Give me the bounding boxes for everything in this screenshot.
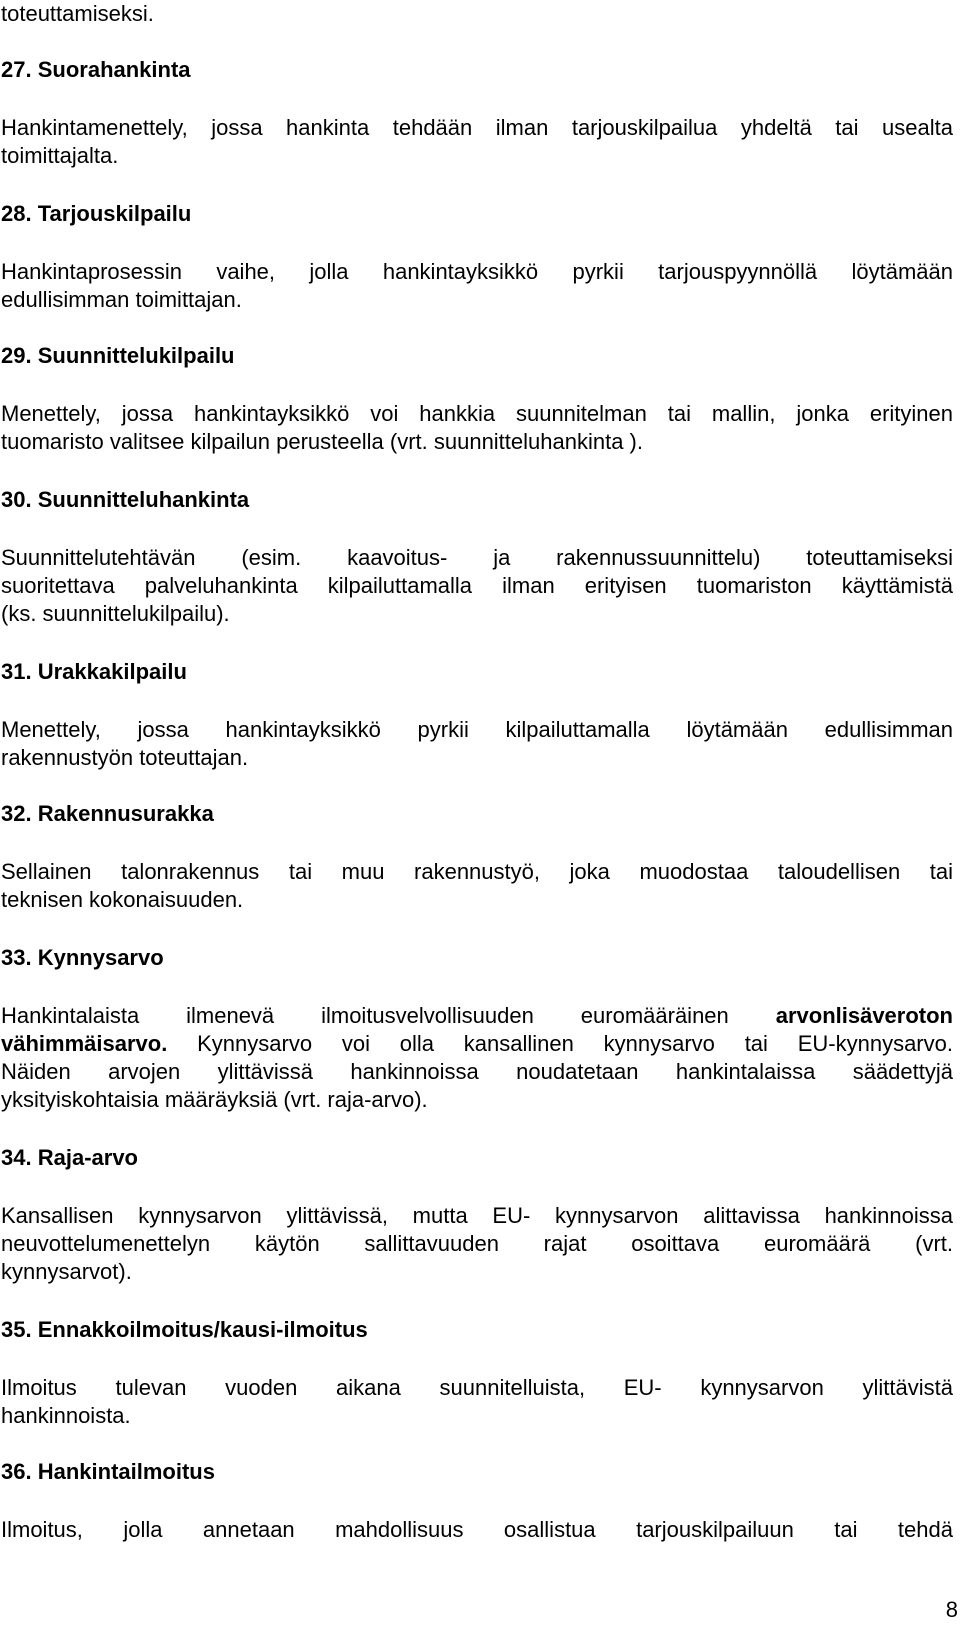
heading-number: 33. xyxy=(1,945,32,970)
body-line: Hankintamenettely, jossa hankinta tehdään ilman tarjouskilpailua yhdeltä tai usealta xyxy=(1,115,953,140)
heading-32 xyxy=(1,800,214,828)
body-line: Sellainen talonrakennus tai muu rakennustyö, joka muodostaa taloudellisen tai xyxy=(1,859,953,884)
heading-31 xyxy=(1,658,187,686)
heading-title: Kynnysarvo xyxy=(37,945,164,970)
heading-28 xyxy=(1,200,191,228)
heading-number: 35. xyxy=(1,1317,32,1342)
heading-title: Tarjouskilpailu xyxy=(37,201,192,226)
body-line: suoritettava palveluhankinta kilpailuttamalla ilman erityisen tuomariston käyttämistä xyxy=(1,573,953,598)
heading-number: 34. xyxy=(1,1145,32,1170)
heading-27 xyxy=(1,56,191,84)
heading-number: 31. xyxy=(1,659,32,684)
body-line: (ks. suunnittelukilpailu). xyxy=(1,601,230,626)
heading-title: Raja-arvo xyxy=(37,1145,138,1170)
heading-35 xyxy=(1,1316,368,1344)
body-text: Hankintalaista ilmenevä ilmoitusvelvollisuuden euromääräinen xyxy=(1,1003,729,1028)
heading-title: Hankintailmoitus xyxy=(37,1459,215,1484)
heading-30 xyxy=(1,486,249,514)
heading-number: 27. xyxy=(1,57,32,82)
heading-number: 36. xyxy=(1,1459,32,1484)
body-line: Näiden arvojen ylittävissä hankinnoissa noudatetaan hankintalaissa säädettyjä xyxy=(1,1059,953,1084)
heading-title: Suorahankinta xyxy=(37,57,191,82)
body-line: rakennustyön toteuttajan. xyxy=(1,745,249,770)
heading-title: Urakkakilpailu xyxy=(37,659,187,684)
body-line: yksityiskohtaisia määräyksiä (vrt. raja-arvo). xyxy=(1,1087,428,1112)
body-line: toimittajalta. xyxy=(1,143,119,168)
body-line: Hankintaprosessin vaihe, jolla hankintayksikkö pyrkii tarjouspyynnöllä löytämään xyxy=(1,259,953,284)
intro-fragment: toteuttamiseksi. xyxy=(1,1,154,26)
heading-number: 30. xyxy=(1,487,32,512)
body-line: neuvottelumenettelyn käytön sallittavuuden rajat osoittava euromäärä (vrt. xyxy=(1,1231,953,1256)
body-line: edullisimman toimittajan. xyxy=(1,287,242,312)
body-line: kynnysarvot). xyxy=(1,1259,132,1284)
bold-term: arvonlisäveroton xyxy=(775,1003,953,1028)
body-line: Suunnittelutehtävän (esim. kaavoitus- ja rakennussuunnittelu) toteuttamiseksi xyxy=(1,545,953,570)
body-line xyxy=(1,1030,953,1058)
body-line: Menettely, jossa hankintayksikkö pyrkii kilpailuttamalla löytämään edullisimman xyxy=(1,717,953,742)
page-number: 8 xyxy=(945,1597,958,1622)
heading-number: 28. xyxy=(1,201,32,226)
heading-title: Rakennusurakka xyxy=(37,801,214,826)
body-line: Ilmoitus, jolla annetaan mahdollisuus osallistua tarjouskilpailuun tai tehdä xyxy=(1,1517,953,1542)
body-line: Menettely, jossa hankintayksikkö voi hankkia suunnitelman tai mallin, jonka erityinen xyxy=(1,401,953,426)
heading-33 xyxy=(1,944,164,972)
heading-title: Suunnittelukilpailu xyxy=(37,343,235,368)
body-line: Ilmoitus tulevan vuoden aikana suunnitelluista, EU- kynnysarvon ylittävistä xyxy=(1,1375,953,1400)
body-text: Kynnysarvo voi olla kansallinen kynnysarvo tai EU-kynnysarvo. xyxy=(197,1031,953,1056)
bold-term: vähimmäisarvo. xyxy=(1,1031,168,1056)
heading-number: 32. xyxy=(1,801,32,826)
heading-29 xyxy=(1,342,235,370)
heading-title: Suunnitteluhankinta xyxy=(37,487,250,512)
heading-title: Ennakkoilmoitus/kausi-ilmoitus xyxy=(37,1317,368,1342)
heading-34 xyxy=(1,1144,138,1172)
body-line: teknisen kokonaisuuden. xyxy=(1,887,244,912)
body-line: tuomaristo valitsee kilpailun perusteella (vrt. suunnitteluhankinta ). xyxy=(1,429,643,454)
heading-36 xyxy=(1,1458,215,1486)
body-line: hankinnoista. xyxy=(1,1403,131,1428)
heading-number: 29. xyxy=(1,343,32,368)
body-line xyxy=(1,1002,953,1030)
body-line: Kansallisen kynnysarvon ylittävissä, mutta EU- kynnysarvon alittavissa hankinnoissa xyxy=(1,1203,953,1228)
